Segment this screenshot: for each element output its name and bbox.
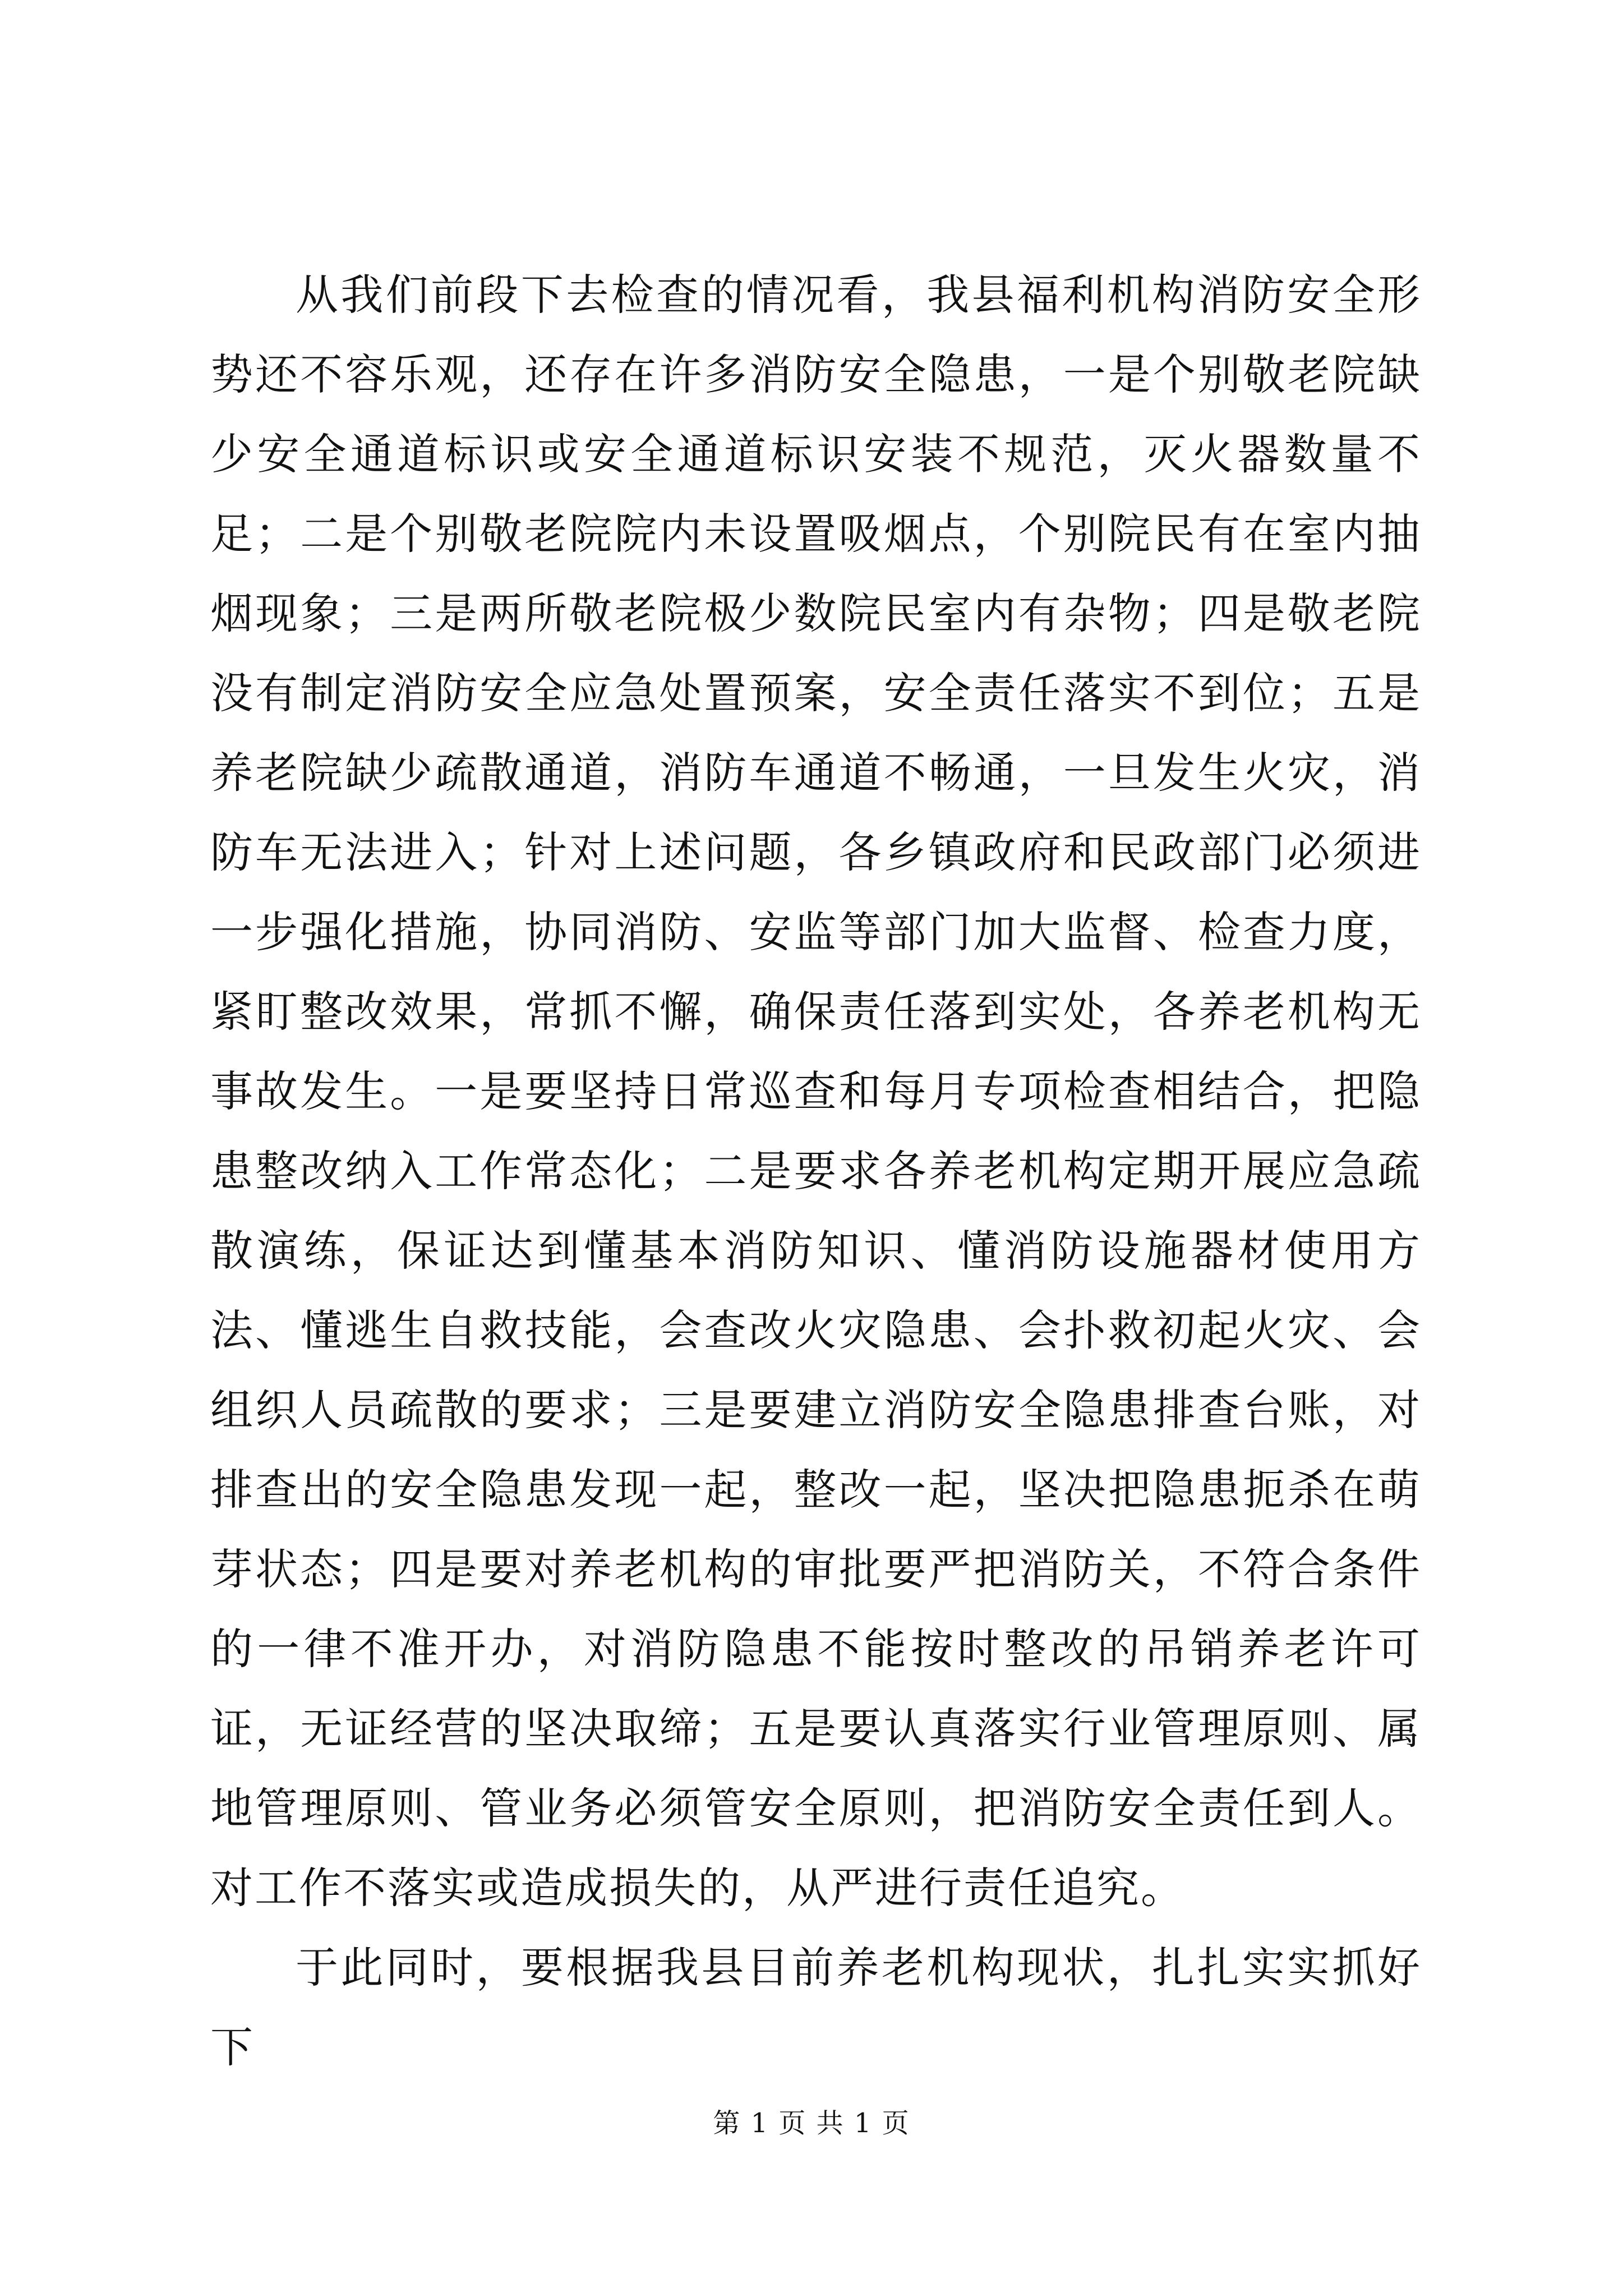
document-body [210,255,1422,2087]
page-footer: 第 1 页 共 1 页 [713,2108,910,2139]
paragraph-current-status: 于此同时，要根据我县目前养老机构现状，扎扎实实抓好下 [210,1943,1422,2072]
paragraph-fire-safety-inspection: 从我们前段下去检查的情况看，我县福利机构消防安全形势还不容乐观，还存在许多消防安全隐患，一是个别敬老院缺少安全通道标识或安全通道标识安装不规范，灭火器数量不足；二是个别敬老院院内未设置吸烟点，个别院民有在室内抽烟现象；三是两所敬老院极少数院民室内有杂物；四是敬老院没有制定消防安全应急处置预案，安全责任落实不到位；五是养老院缺少疏散通道，消防车通道不畅通，一旦发生火灾，消防车无法进入；针对上述问题，各乡镇政府和民政部门必须进一步强化措施，协同消防、安监等部门加大监督、检查力度，紧盯整改效果，常抓不懈，确保责任落到实处，各养老机构无事故发生。一是要坚持日常巡查和每月专项检查相结合，把隐患整改纳入工作常态化；二是要求各养老机构定期开展应急疏散演练，保证达到懂基本消防知识、懂消防设施器材使用方法、懂逃生自救技能，会查改火灾隐患、会扑救初起火灾、会组织人员疏散的要求；三是要建立消防安全隐患排查台账，对排查出的安全隐患发现一起，整改一起，坚决把隐患扼杀在萌芽状态；四是要对养老机构的审批要严把消防关，不符合条件的一律不准开办，对消防隐患不能按时整改的吊销养老许可证，无证经营的坚决取缔；五是要认真落实行业管理原则、属地管理原则、管业务必须管安全原则，把消防安全责任到人。对工作不落实或造成损失的，从严进行责任追究。 [210,270,1422,1913]
